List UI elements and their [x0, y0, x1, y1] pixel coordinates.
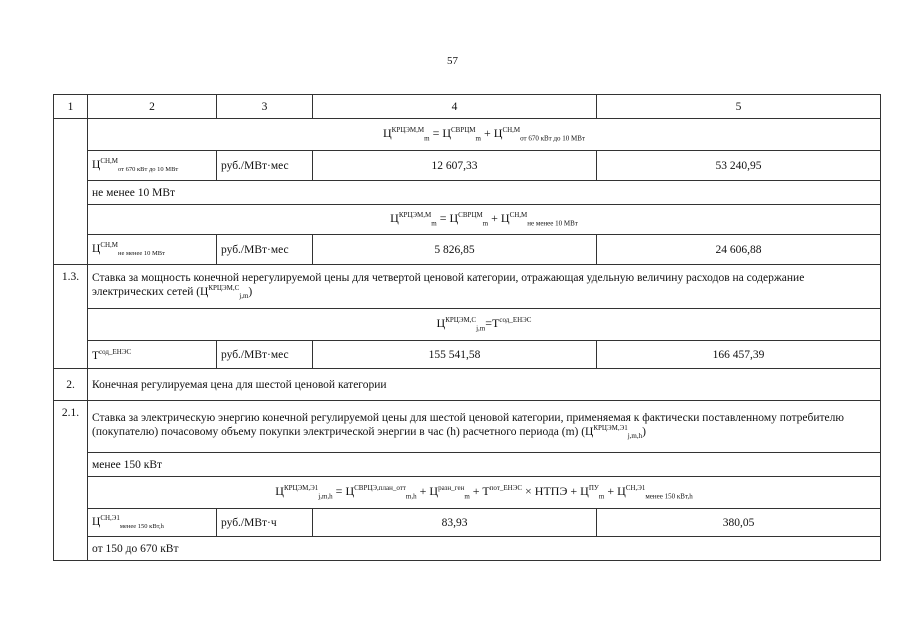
header-col-1: 1 — [54, 95, 88, 119]
table-row — [54, 151, 881, 181]
section-label: менее 150 кВт — [88, 453, 881, 477]
row-value-col5: 166 457,39 — [597, 341, 881, 369]
row-value-col5: 380,05 — [597, 509, 881, 537]
header-row — [54, 95, 881, 119]
row-unit: руб./МВт·мес — [217, 151, 313, 181]
row-label: $T^{сод\_ЕНЭС}$ — [88, 341, 217, 369]
formula-row-1: $Ц^{КРЦЭМ,М}_m = Ц^{СВРЦМ}_m + Ц^{СН,М}_{от 670 кВт до 10 МВт}$ — [88, 119, 881, 151]
row-value-col4: 155 541,58 — [313, 341, 597, 369]
row-number: 2. — [54, 369, 88, 401]
formula-row-4: $Ц^{КРЦЭМ,Э1}_{j,m,h} = Ц^{СВРЦЭ,план\_отт}_{m,h} + Ц^{разн\_ген}_m + T^{пот\_ЕНЭС}$ × НТПЭ + $Ц^{ПУ}_m + Ц^{СН,Э1}_{менее 150 кВт,h}$ — [88, 477, 881, 509]
section-label: от 150 до 670 кВт — [88, 537, 881, 561]
table-row — [54, 235, 881, 265]
section-label: не менее 10 МВт — [88, 181, 881, 205]
header-col-5: 5 — [597, 95, 881, 119]
table-row — [54, 509, 881, 537]
row-value-col4: 83,93 — [313, 509, 597, 537]
row-label: $Ц^{СН,М}_{от 670 кВт до 10 МВт}$ — [88, 151, 217, 181]
header-col-3: 3 — [217, 95, 313, 119]
page-number: 57 — [447, 55, 458, 67]
row-description: Конечная регулируемая цена для шестой ценовой категории — [88, 369, 881, 401]
row-value-col5: 53 240,95 — [597, 151, 881, 181]
row-unit: руб./МВт·мес — [217, 235, 313, 265]
row-value-col5: 24 606,88 — [597, 235, 881, 265]
table-row — [54, 341, 881, 369]
formula-row-2: $Ц^{КРЦЭМ,М}_m = Ц^{СВРЦМ}_m + Ц^{СН,М}_{не менее 10 МВт}$ — [88, 205, 881, 235]
row-label: $Ц^{СН,Э1}_{менее 150 кВт,h}$ — [88, 509, 217, 537]
header-col-4: 4 — [313, 95, 597, 119]
row-description: Ставка за электрическую энергию конечной регулируемой цены для шестой ценовой категории, применяемая к фактически поставленному потребителю (покупателю) почасовому объему покупки электрической энергии в час (h) расчетного периода (m) $(Ц^{КРЦЭМ,Э1}_{j,m,h})$ — [88, 401, 881, 453]
row-value-col4: 5 826,85 — [313, 235, 597, 265]
row-number: 2.1. — [54, 401, 88, 561]
row-unit: руб./МВт·ч — [217, 509, 313, 537]
row-label: $Ц^{СН,М}_{не менее 10 МВт}$ — [88, 235, 217, 265]
row-number: 1.3. — [54, 265, 88, 369]
formula-row-3: $Ц^{КРЦЭМ,С}_{j,m}=T^{сод\_ЕНЭС}$ — [88, 309, 881, 341]
header-col-2: 2 — [88, 95, 217, 119]
row-value-col4: 12 607,33 — [313, 151, 597, 181]
tariff-table — [53, 94, 881, 561]
empty-num-cell — [54, 119, 88, 265]
row-unit: руб./МВт·мес — [217, 341, 313, 369]
row-description: Ставка за мощность конечной нерегулируемой цены для четвертой ценовой категории, отражающая удельную величину расходов на содержание электрических сетей $(Ц^{КРЦЭМ,С}_{j,m})$ — [88, 265, 881, 309]
